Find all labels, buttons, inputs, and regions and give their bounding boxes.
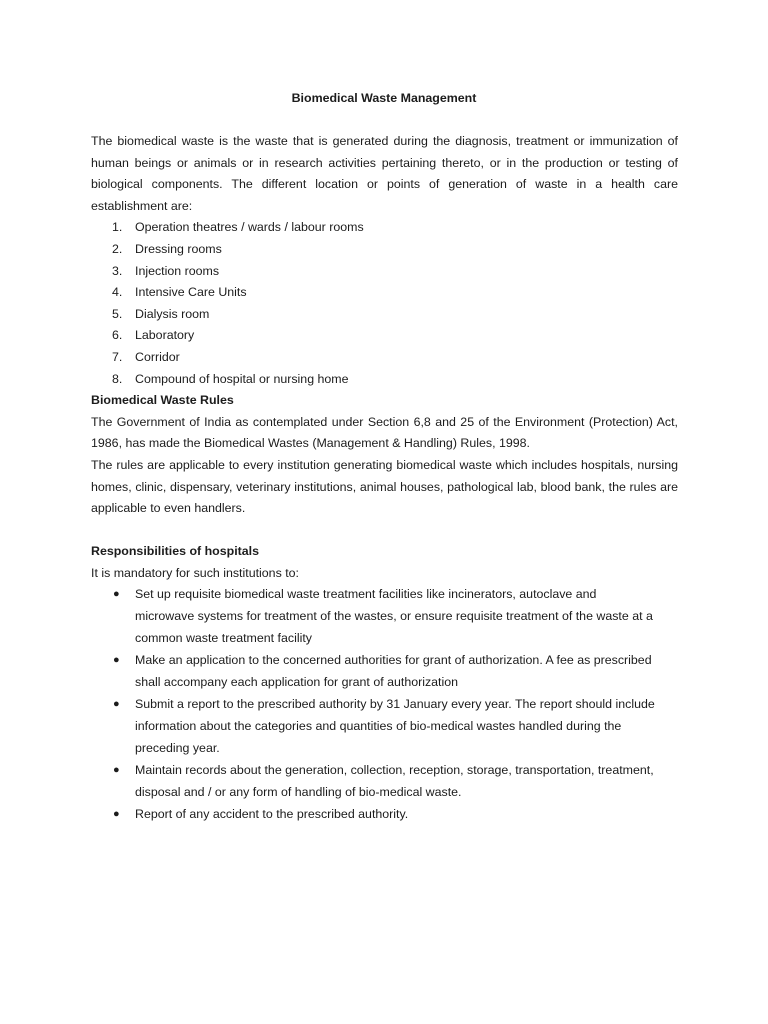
section-spacer: [91, 520, 678, 542]
list-number: 2.: [112, 241, 123, 256]
list-item-text: Dressing rooms: [135, 241, 222, 256]
list-item-text: Report of any accident to the prescribed authority.: [135, 807, 409, 822]
list-item: [91, 760, 655, 803]
list-item-text: Laboratory: [135, 328, 195, 343]
list-number: 5.: [112, 306, 123, 321]
list-item: [91, 694, 655, 759]
list-item: [91, 239, 678, 261]
list-number: 8.: [112, 371, 123, 386]
list-number: 1.: [112, 220, 123, 235]
responsibilities-lead: It is mandatory for such institutions to:: [91, 565, 299, 580]
list-item: [91, 804, 655, 826]
list-item-text: Compound of hospital or nursing home: [135, 371, 349, 386]
rules-paragraph-2: The rules are applicable to every institution generating biomedical waste which includes hospitals, nursing homes, clinic, dispensary, veterinary institutions, animal houses, pathological lab, blood bank, the rules are applicable to even handlers.: [91, 457, 678, 516]
list-item-text: Injection rooms: [135, 263, 220, 278]
bullet-icon: ●: [113, 808, 120, 821]
document-body: [91, 131, 678, 827]
list-item: [91, 369, 678, 391]
document-title: Biomedical Waste Management: [291, 91, 477, 105]
rules-paragraph-1: The Government of India as contemplated under Section 6,8 and 25 of the Environment (Protection) Act, 1986, has made the Biomedical Wastes (Management & Handling) Rules, 1998.: [91, 414, 678, 451]
list-item: [91, 217, 678, 239]
bullet-icon: ●: [113, 654, 120, 667]
list-item-text: Operation theatres / wards / labour rooms: [135, 220, 364, 235]
list-item: [91, 282, 678, 304]
list-item-text: Maintain records about the generation, collection, reception, storage, transportation, treatment, disposal and / or any form of handling of bio-medical waste.: [135, 763, 654, 799]
generation-locations-list: [91, 217, 678, 390]
list-item-text: Intensive Care Units: [135, 285, 247, 300]
list-item: [91, 261, 678, 283]
list-number: 4.: [112, 285, 123, 300]
rules-heading: Biomedical Waste Rules: [91, 393, 234, 408]
list-item-text: Make an application to the concerned authorities for grant of authorization. A fee as prescribed shall accompany each application for grant of authorization: [135, 653, 652, 689]
list-item: [91, 304, 678, 326]
list-item: [91, 584, 655, 649]
list-item-text: Submit a report to the prescribed authority by 31 January every year. The report should include information about the categories and quantities of bio-medical wastes handled during the preceding year.: [135, 697, 655, 755]
intro-paragraph: The biomedical waste is the waste that is generated during the diagnosis, treatment or immunization of human beings or animals or in research activities pertaining thereto, or in the production or testing of biological components. The different location or points of generation of waste in a health care establishment are:: [91, 134, 678, 213]
list-item: [91, 650, 655, 693]
list-number: 7.: [112, 349, 123, 364]
list-number: 6.: [112, 328, 123, 343]
list-item: [91, 325, 678, 347]
bullet-icon: ●: [113, 698, 120, 711]
list-item-text: Set up requisite biomedical waste treatment facilities like incinerators, autoclave and microwave systems for treatment of the wastes, or ensure requisite treatment of the waste at a common waste treatment facility: [135, 587, 653, 645]
bullet-icon: ●: [113, 588, 120, 601]
responsibilities-list: [91, 584, 678, 826]
list-item: [91, 347, 678, 369]
list-number: 3.: [112, 263, 123, 278]
bullet-icon: ●: [113, 764, 120, 777]
list-item-text: Dialysis room: [135, 306, 210, 321]
responsibilities-heading: Responsibilities of hospitals: [91, 544, 259, 559]
list-item-text: Corridor: [135, 349, 180, 364]
